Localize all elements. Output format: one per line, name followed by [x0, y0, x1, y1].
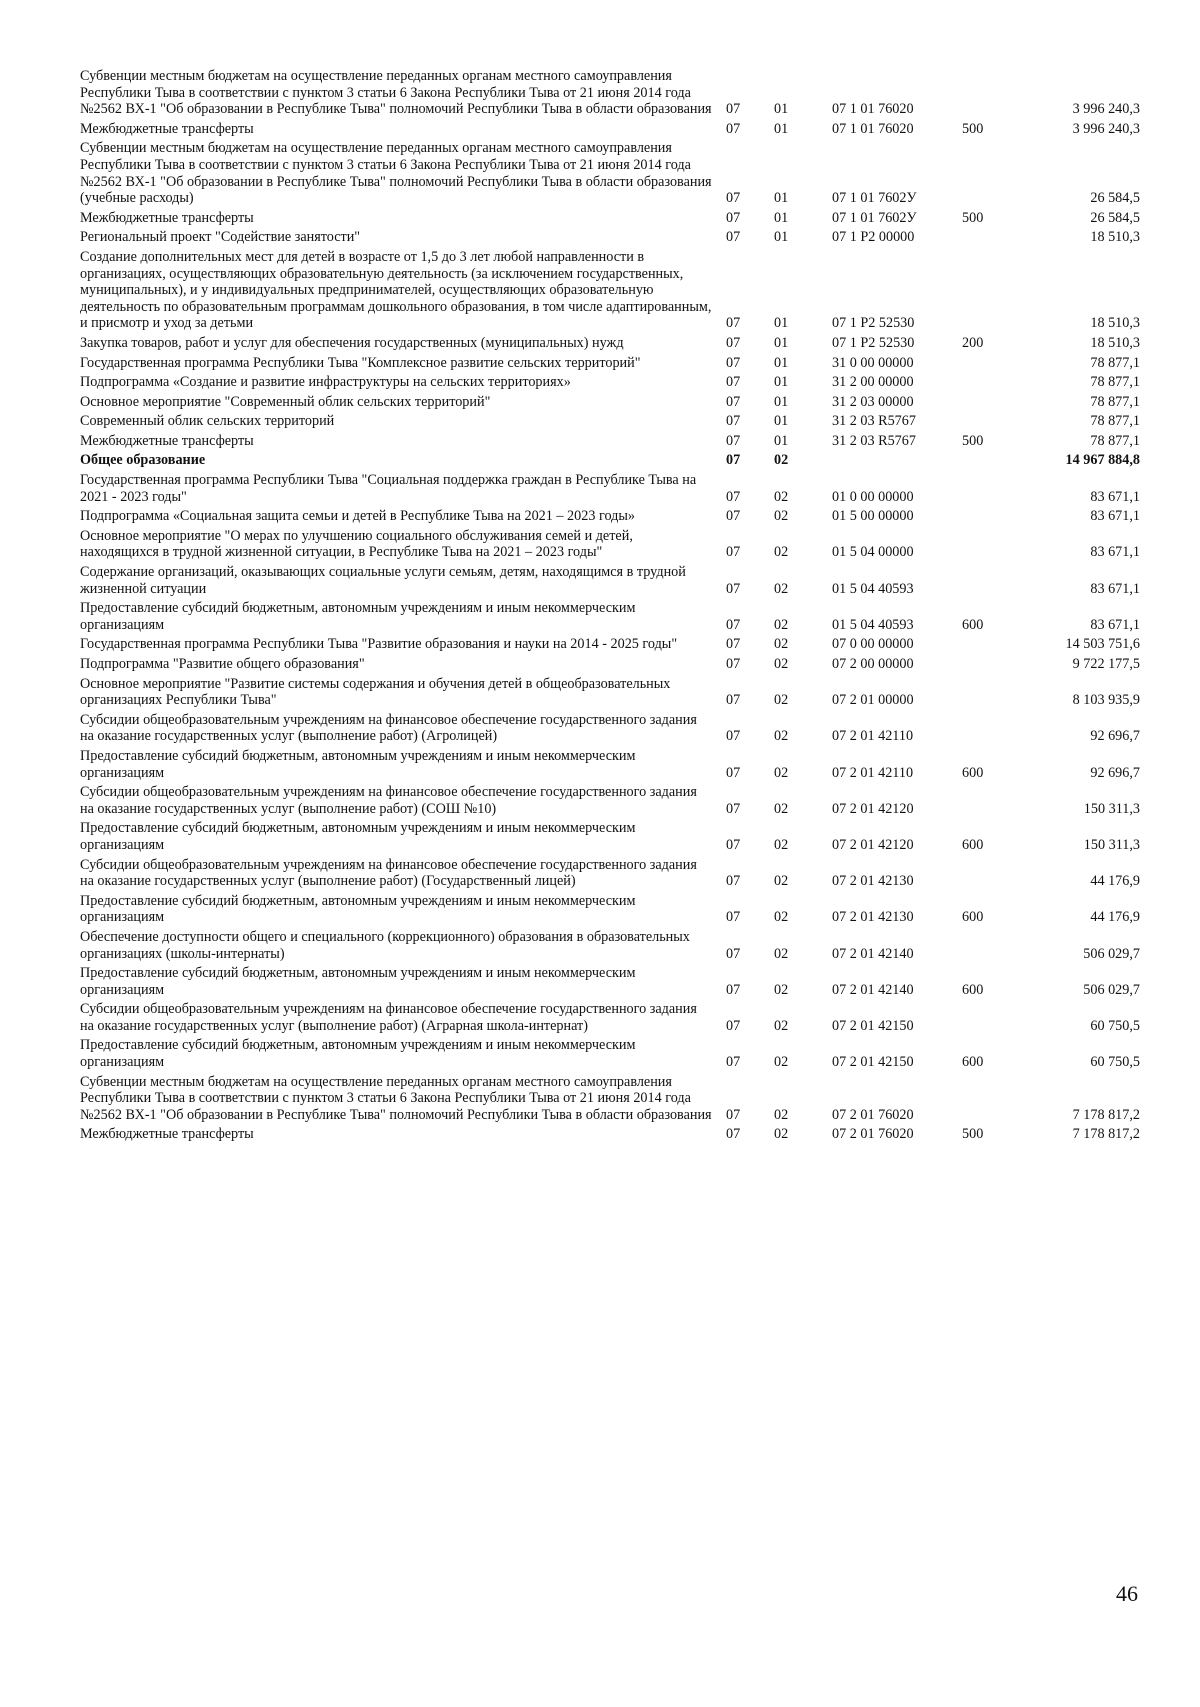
- row-section-code: 07: [726, 334, 741, 351]
- row-expense-type-code: 500: [962, 209, 984, 226]
- row-name: Предоставление субсидий бюджетным, автономным учреждениям и иным некоммерческим организациям: [80, 1037, 636, 1071]
- row-section-code: 07: [726, 229, 741, 246]
- row-amount: 92 696,7: [1090, 728, 1140, 745]
- row-subsection-code: 02: [774, 692, 789, 709]
- table-row: [80, 210, 1140, 230]
- table-row: [80, 676, 1140, 712]
- table-row: [80, 1037, 1140, 1073]
- row-subsection-code: 02: [774, 1106, 789, 1123]
- row-section-code: 07: [726, 452, 741, 469]
- row-name: Основное мероприятие "Развитие системы содержания и обучения детей в общеобразовательных организациях Республики Тыва": [80, 675, 671, 709]
- row-section-code: 07: [726, 656, 741, 672]
- table-row: [80, 508, 1140, 528]
- row-amount: 3 996 240,3: [1072, 101, 1140, 118]
- table-row: [80, 335, 1140, 355]
- row-target-article-code: 07 1 P2 00000: [832, 229, 915, 246]
- row-target-article-code: 07 2 01 42130: [832, 873, 914, 890]
- row-subsection-code: 02: [774, 544, 789, 561]
- row-section-code: 07: [726, 692, 741, 709]
- table-row: [80, 472, 1140, 508]
- row-name: Закупка товаров, работ и услуг для обеспечения государственных (муниципальных) нужд: [80, 334, 624, 351]
- row-target-article-code: 07 2 01 76020: [832, 1126, 914, 1143]
- row-name: Подпрограмма «Создание и развитие инфраструктуры на сельских территориях»: [80, 374, 571, 391]
- row-subsection-code: 02: [774, 800, 789, 817]
- table-row: [80, 1074, 1140, 1127]
- row-section-code: 07: [726, 836, 741, 853]
- row-amount: 150 311,3: [1083, 800, 1140, 817]
- table-row: [80, 636, 1140, 656]
- row-amount: 18 510,3: [1090, 334, 1140, 351]
- row-name: Государственная программа Республики Тыва "Развитие образования и науки на 2014 - 2025 годы": [80, 636, 678, 653]
- row-amount: 60 750,5: [1090, 1054, 1140, 1071]
- row-section-code: 07: [726, 1017, 741, 1034]
- row-target-article-code: 31 0 00 00000: [832, 354, 914, 371]
- row-section-code: 07: [726, 374, 741, 391]
- row-target-article-code: 01 0 00 00000: [832, 488, 914, 505]
- row-section-code: 07: [726, 1054, 741, 1071]
- row-section-code: 07: [726, 315, 741, 332]
- row-name: Межбюджетные трансферты: [80, 209, 254, 226]
- row-target-article-code: 07 2 01 42150: [832, 1017, 914, 1034]
- row-subsection-code: 02: [774, 764, 789, 781]
- row-amount: 60 750,5: [1090, 1017, 1140, 1034]
- row-name: Региональный проект "Содействие занятости": [80, 229, 361, 246]
- table-row: [80, 893, 1140, 929]
- row-name: Содержание организаций, оказывающих социальные услуги семьям, детям, находящимся в трудной жизненной ситуации: [80, 564, 686, 597]
- row-section-code: 07: [726, 616, 741, 633]
- table-row: [80, 965, 1140, 1001]
- row-target-article-code: 07 1 01 7602У: [832, 190, 917, 207]
- row-expense-type-code: 600: [962, 836, 984, 853]
- row-target-article-code: 01 5 04 40593: [832, 580, 914, 597]
- row-subsection-code: 02: [774, 488, 789, 505]
- table-row: [80, 656, 1140, 676]
- row-amount: 78 877,1: [1090, 432, 1140, 449]
- row-amount: 83 671,1: [1090, 488, 1140, 505]
- row-target-article-code: 07 2 01 42130: [832, 909, 914, 926]
- row-amount: 44 176,9: [1090, 909, 1140, 926]
- row-amount: 83 671,1: [1090, 580, 1140, 597]
- row-expense-type-code: 600: [962, 909, 984, 926]
- row-target-article-code: 07 2 01 42140: [832, 945, 914, 962]
- row-expense-type-code: 600: [962, 764, 984, 781]
- row-amount: 7 178 817,2: [1072, 1126, 1140, 1143]
- row-amount: 14 967 884,8: [1065, 452, 1140, 469]
- row-name: Предоставление субсидий бюджетным, автономным учреждениям и иным некоммерческим организациям: [80, 747, 636, 781]
- table-row: [80, 433, 1140, 453]
- row-amount: 83 671,1: [1090, 616, 1140, 633]
- row-section-code: 07: [726, 209, 741, 226]
- row-name: Межбюджетные трансферты: [80, 1126, 254, 1143]
- row-subsection-code: 01: [774, 209, 789, 226]
- row-expense-type-code: 500: [962, 1126, 984, 1143]
- row-amount: 78 877,1: [1090, 393, 1140, 410]
- row-amount: 9 722 177,5: [1072, 656, 1140, 672]
- row-amount: 92 696,7: [1090, 764, 1140, 781]
- row-subsection-code: 02: [774, 981, 789, 998]
- row-name: Подпрограмма «Социальная защита семьи и детей в Республике Тыва на 2021 – 2023 годы»: [80, 508, 635, 525]
- row-section-code: 07: [726, 981, 741, 998]
- table-row: [80, 748, 1140, 784]
- row-amount: 14 503 751,6: [1065, 636, 1140, 653]
- row-expense-type-code: 200: [962, 334, 984, 351]
- table-row: [80, 929, 1140, 965]
- row-subsection-code: 01: [774, 354, 789, 371]
- table-row: [80, 355, 1140, 375]
- row-target-article-code: 07 2 01 42150: [832, 1054, 914, 1071]
- row-section-code: 07: [726, 120, 741, 137]
- row-target-article-code: 07 1 P2 52530: [832, 315, 915, 332]
- row-name: Основное мероприятие "О мерах по улучшению социального обслуживания семей и детей, находящихся в трудной жизненной ситуации, в Республике Тыва на 2021 – 2023 годы": [80, 527, 633, 561]
- row-amount: 506 029,7: [1083, 945, 1140, 962]
- row-target-article-code: 07 2 01 42110: [832, 764, 914, 781]
- row-amount: 3 996 240,3: [1072, 120, 1140, 137]
- row-target-article-code: 07 2 01 42140: [832, 981, 914, 998]
- row-subsection-code: 01: [774, 413, 789, 430]
- row-amount: 78 877,1: [1090, 413, 1140, 430]
- row-section-code: 07: [726, 800, 741, 817]
- row-name: Подпрограмма "Развитие общего образования": [80, 656, 365, 672]
- row-section-code: 07: [726, 636, 741, 653]
- row-target-article-code: 31 2 03 R5767: [832, 432, 916, 449]
- row-target-article-code: 01 5 04 40593: [832, 616, 914, 633]
- row-expense-type-code: 600: [962, 1054, 984, 1071]
- row-amount: 8 103 935,9: [1072, 692, 1140, 709]
- row-name: Общее образование: [80, 452, 206, 469]
- row-subsection-code: 02: [774, 728, 789, 745]
- table-row: [80, 229, 1140, 249]
- row-section-code: 07: [726, 508, 741, 525]
- row-section-code: 07: [726, 101, 741, 118]
- row-section-code: 07: [726, 393, 741, 410]
- table-row: [80, 857, 1140, 893]
- table-row: [80, 249, 1140, 335]
- row-target-article-code: 07 2 01 76020: [832, 1106, 914, 1123]
- row-subsection-code: 01: [774, 229, 789, 246]
- row-target-article-code: 07 1 01 76020: [832, 101, 914, 118]
- table-row: [80, 140, 1140, 209]
- row-section-code: 07: [726, 432, 741, 449]
- row-name: Субсидии общеобразовательным учреждениям на финансовое обеспечение государственного задания на оказание государственных услуг (выполнение работ) (СОШ №10): [80, 784, 697, 817]
- row-subsection-code: 02: [774, 636, 789, 653]
- row-target-article-code: 07 2 01 00000: [832, 692, 914, 709]
- row-expense-type-code: 600: [962, 616, 984, 633]
- row-subsection-code: 02: [774, 1126, 789, 1143]
- row-target-article-code: 31 2 03 R5767: [832, 413, 916, 430]
- row-target-article-code: 07 1 01 76020: [832, 120, 914, 137]
- row-name: Предоставление субсидий бюджетным, автономным учреждениям и иным некоммерческим организациям: [80, 892, 636, 926]
- table-row: [80, 452, 1140, 472]
- row-name: Основное мероприятие "Современный облик сельских территорий": [80, 393, 491, 410]
- page-number: 46: [1116, 1581, 1138, 1606]
- row-subsection-code: 02: [774, 836, 789, 853]
- row-section-code: 07: [726, 909, 741, 926]
- row-name: Предоставление субсидий бюджетным, автономным учреждениям и иным некоммерческим организациям: [80, 965, 636, 998]
- table-row: [80, 374, 1140, 394]
- table-row: [80, 564, 1140, 600]
- row-amount: 78 877,1: [1090, 374, 1140, 391]
- row-amount: 18 510,3: [1090, 229, 1140, 246]
- row-name: Межбюджетные трансферты: [80, 432, 254, 449]
- row-name: Субсидии общеобразовательным учреждениям на финансовое обеспечение государственного задания на оказание государственных услуг (выполнение работ) (Аграрная школа-интернат): [80, 1001, 697, 1034]
- row-name: Государственная программа Республики Тыва "Социальная поддержка граждан в Республике Тыва на 2021 - 2023 годы": [80, 472, 697, 505]
- row-amount: 26 584,5: [1090, 209, 1140, 226]
- row-section-code: 07: [726, 354, 741, 371]
- row-target-article-code: 07 2 00 00000: [832, 656, 914, 672]
- row-section-code: 07: [726, 764, 741, 781]
- row-section-code: 07: [726, 1106, 741, 1123]
- row-section-code: 07: [726, 728, 741, 745]
- row-expense-type-code: 500: [962, 120, 984, 137]
- row-name: Межбюджетные трансферты: [80, 120, 254, 137]
- row-target-article-code: 31 2 00 00000: [832, 374, 914, 391]
- row-section-code: 07: [726, 544, 741, 561]
- row-name: Субсидии общеобразовательным учреждениям на финансовое обеспечение государственного задания на оказание государственных услуг (выполнение работ) (Государственный лицей): [80, 856, 697, 890]
- row-subsection-code: 02: [774, 1017, 789, 1034]
- row-name: Современный облик сельских территорий: [80, 413, 335, 430]
- row-expense-type-code: 500: [962, 432, 984, 449]
- row-target-article-code: 07 0 00 00000: [832, 636, 914, 653]
- row-expense-type-code: 600: [962, 981, 984, 998]
- row-name: Государственная программа Республики Тыва "Комплексное развитие сельских территорий": [80, 354, 641, 371]
- row-amount: 83 671,1: [1090, 544, 1140, 561]
- row-name: Создание дополнительных мест для детей в возрасте от 1,5 до 3 лет любой направленности в организациях, осуществляющих образовательную деятельность (за исключением государственных, муниципальных), и у индивидуальных предпринимателей, осуществляющих образовательную деятельность по образовательным программам дошкольного образования, в том числе адаптированным, и присмотр и уход за детьми: [80, 248, 712, 332]
- row-section-code: 07: [726, 1126, 741, 1143]
- row-target-article-code: 01 5 00 00000: [832, 508, 914, 525]
- row-target-article-code: 07 1 01 7602У: [832, 209, 917, 226]
- table-row: [80, 528, 1140, 564]
- row-subsection-code: 01: [774, 120, 789, 137]
- row-subsection-code: 01: [774, 432, 789, 449]
- row-subsection-code: 02: [774, 452, 789, 469]
- row-subsection-code: 02: [774, 656, 789, 672]
- row-subsection-code: 01: [774, 190, 789, 207]
- budget-table: [80, 68, 1140, 1146]
- table-row: [80, 1126, 1140, 1146]
- row-name: Субвенции местным бюджетам на осуществление переданных органам местного самоуправления Республики Тыва в соответствии с пунктом 3 статьи 6 Закона Республики Тыва от 21 июня 2014 года №2562 ВХ-1 "Об образовании в Республике Тыва" полномочий Республики Тыва в области образования (учебные расходы): [80, 140, 712, 207]
- row-section-code: 07: [726, 488, 741, 505]
- table-row: [80, 784, 1140, 820]
- row-subsection-code: 01: [774, 374, 789, 391]
- row-subsection-code: 01: [774, 334, 789, 351]
- table-row: [80, 600, 1140, 636]
- row-name: Обеспечение доступности общего и специального (коррекционного) образования в образовательных организациях (школы-интернаты): [80, 928, 690, 962]
- row-target-article-code: 07 2 01 42110: [832, 728, 914, 745]
- row-subsection-code: 02: [774, 1054, 789, 1071]
- row-subsection-code: 02: [774, 616, 789, 633]
- row-subsection-code: 02: [774, 873, 789, 890]
- table-row: [80, 121, 1140, 141]
- row-section-code: 07: [726, 580, 741, 597]
- row-amount: 7 178 817,2: [1072, 1106, 1140, 1123]
- row-section-code: 07: [726, 945, 741, 962]
- row-name: Субвенции местным бюджетам на осуществление переданных органам местного самоуправления Республики Тыва в соответствии с пунктом 3 статьи 6 Закона Республики Тыва от 21 июня 2014 года №2562 ВХ-1 "Об образовании в Республике Тыва" полномочий Республики Тыва в области образования: [80, 68, 712, 118]
- row-section-code: 07: [726, 190, 741, 207]
- row-subsection-code: 02: [774, 508, 789, 525]
- row-amount: 18 510,3: [1090, 315, 1140, 332]
- row-subsection-code: 02: [774, 580, 789, 597]
- table-row: [80, 394, 1140, 414]
- row-subsection-code: 01: [774, 315, 789, 332]
- row-subsection-code: 02: [774, 909, 789, 926]
- row-target-article-code: 07 2 01 42120: [832, 800, 914, 817]
- row-subsection-code: 02: [774, 945, 789, 962]
- row-name: Субвенции местным бюджетам на осуществление переданных органам местного самоуправления Республики Тыва в соответствии с пунктом 3 статьи 6 Закона Республики Тыва от 21 июня 2014 года №2562 ВХ-1 "Об образовании в Республике Тыва" полномочий Республики Тыва в области образования: [80, 1073, 712, 1123]
- row-target-article-code: 01 5 04 00000: [832, 544, 914, 561]
- table-row: [80, 820, 1140, 856]
- row-amount: 506 029,7: [1083, 981, 1140, 998]
- row-name: Субсидии общеобразовательным учреждениям на финансовое обеспечение государственного задания на оказание государственных услуг (выполнение работ) (Агролицей): [80, 711, 697, 745]
- row-target-article-code: 07 2 01 42120: [832, 836, 914, 853]
- table-row: [80, 712, 1140, 748]
- row-section-code: 07: [726, 873, 741, 890]
- table-row: [80, 68, 1140, 121]
- row-name: Предоставление субсидий бюджетным, автономным учреждениям и иным некоммерческим организациям: [80, 820, 636, 853]
- row-amount: 83 671,1: [1090, 508, 1140, 525]
- row-amount: 44 176,9: [1090, 873, 1140, 890]
- row-amount: 26 584,5: [1090, 190, 1140, 207]
- row-target-article-code: 31 2 03 00000: [832, 393, 914, 410]
- row-amount: 78 877,1: [1090, 354, 1140, 371]
- row-target-article-code: 07 1 P2 52530: [832, 334, 915, 351]
- row-name: Предоставление субсидий бюджетным, автономным учреждениям и иным некоммерческим организациям: [80, 600, 636, 633]
- row-subsection-code: 01: [774, 393, 789, 410]
- row-amount: 150 311,3: [1083, 836, 1140, 853]
- row-subsection-code: 01: [774, 101, 789, 118]
- table-row: [80, 1001, 1140, 1037]
- table-row: [80, 413, 1140, 433]
- row-section-code: 07: [726, 413, 741, 430]
